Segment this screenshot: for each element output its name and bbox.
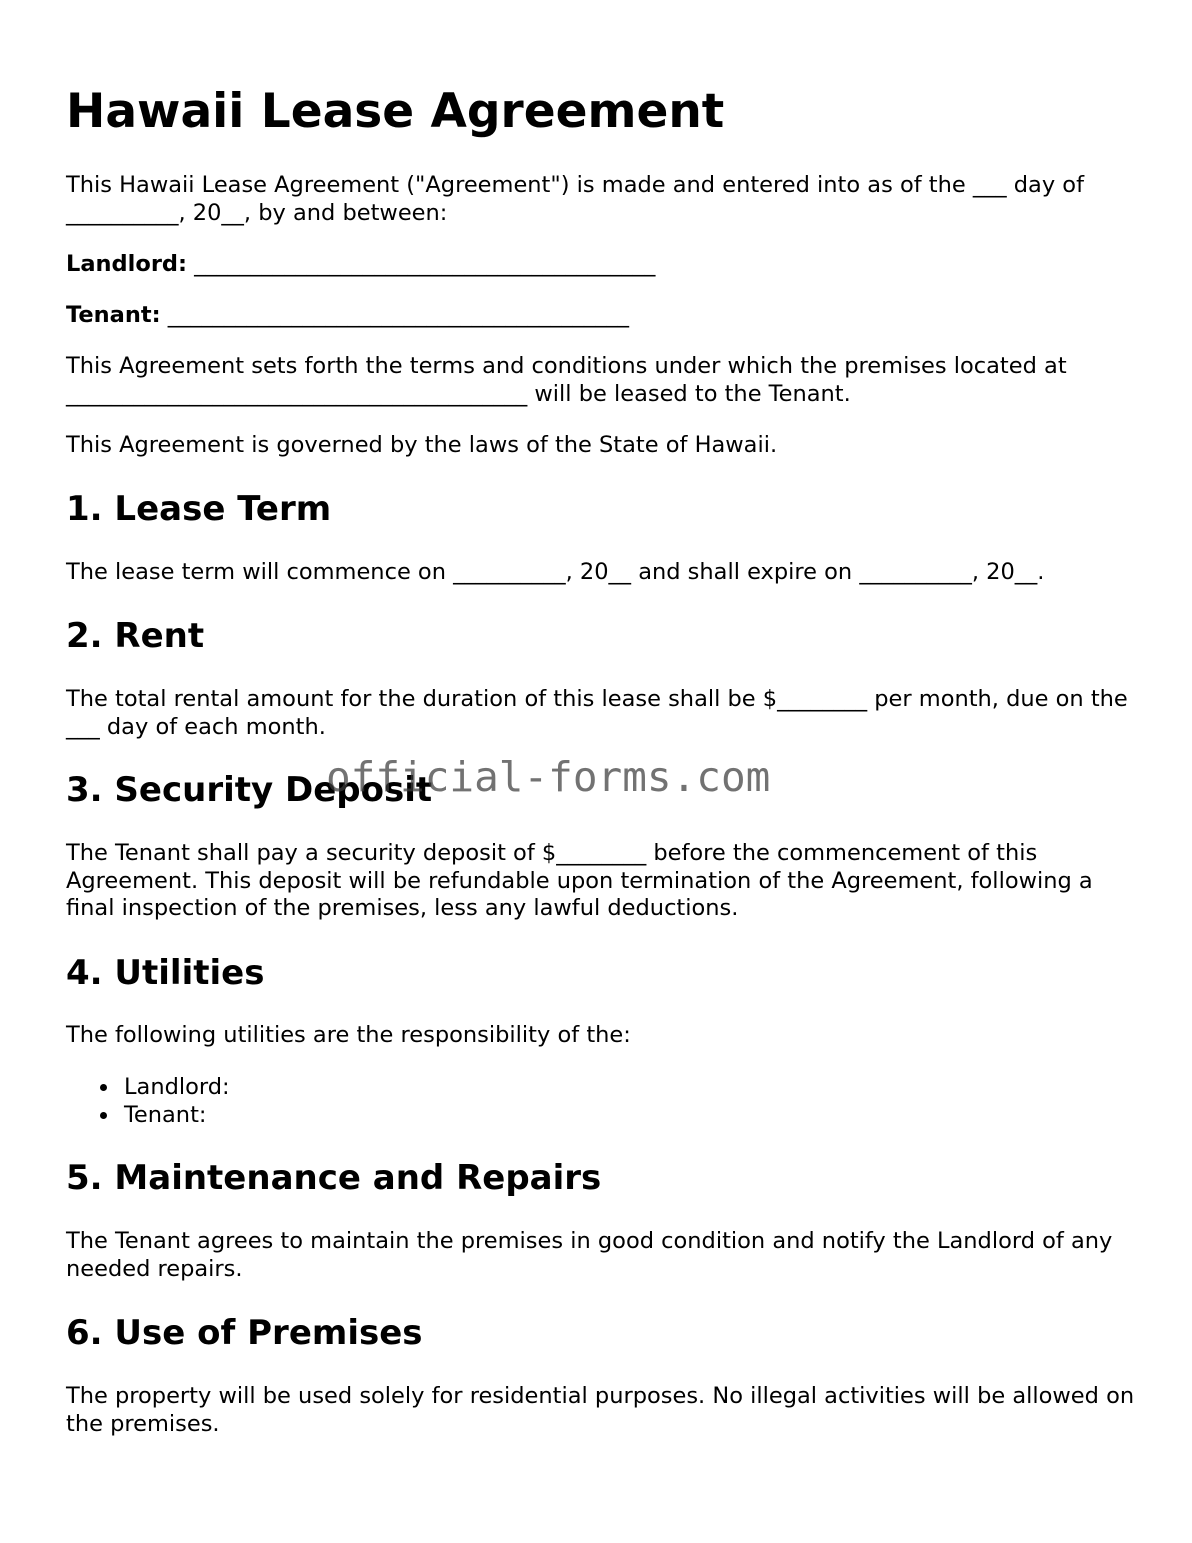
- landlord-blank: _________________________________________: [194, 251, 656, 277]
- list-item: Landlord:: [66, 1073, 230, 1101]
- landlord-label: Landlord:: [66, 251, 188, 277]
- watermark-text: official-forms.com: [326, 753, 771, 801]
- section-body-maintenance: The Tenant agrees to maintain the premises in good condition and notify the Landlord of any needed repairs.: [66, 1228, 1113, 1282]
- section-heading-rent: 2. Rent: [66, 616, 205, 656]
- governing-law-paragraph: This Agreement is governed by the laws of the State of Hawaii.: [66, 432, 778, 458]
- tenant-label: Tenant:: [66, 302, 161, 328]
- premises-paragraph: This Agreement sets forth the terms and conditions under which the premises located at _________________________________________ will be leased to the Tenant.: [66, 353, 1067, 407]
- section-heading-use-of-premises: 6. Use of Premises: [66, 1313, 423, 1353]
- section-heading-utilities: 4. Utilities: [66, 953, 265, 993]
- utilities-list: [66, 1073, 230, 1129]
- section-body-utilities: The following utilities are the responsibility of the:: [66, 1022, 631, 1048]
- section-heading-security-deposit: 3. Security Deposit: [66, 770, 433, 810]
- section-heading-lease-term: 1. Lease Term: [66, 489, 332, 529]
- section-body-security-deposit: The Tenant shall pay a security deposit of $________ before the commencement of this Agreement. This deposit will be refundable upon termination of the Agreement, following a final inspection of the premises, less any lawful deductions.: [66, 840, 1093, 921]
- tenant-line: [66, 302, 1136, 330]
- document-title: Hawaii Lease Agreement: [66, 84, 725, 139]
- section-body-rent: The total rental amount for the duration of this lease shall be $________ per month, due on the ___ day of each month.: [66, 686, 1128, 740]
- landlord-line: [66, 251, 1136, 279]
- tenant-blank: _________________________________________: [167, 302, 629, 328]
- section-body-lease-term: The lease term will commence on __________, 20__ and shall expire on __________, 20__.: [66, 559, 1045, 585]
- section-heading-maintenance: 5. Maintenance and Repairs: [66, 1158, 602, 1198]
- intro-paragraph: This Hawaii Lease Agreement ("Agreement") is made and entered into as of the ___ day of __________, 20__, by and between:: [66, 172, 1084, 226]
- section-body-use-of-premises: The property will be used solely for residential purposes. No illegal activities will be allowed on the premises.: [66, 1383, 1135, 1437]
- list-item: Tenant:: [66, 1101, 230, 1129]
